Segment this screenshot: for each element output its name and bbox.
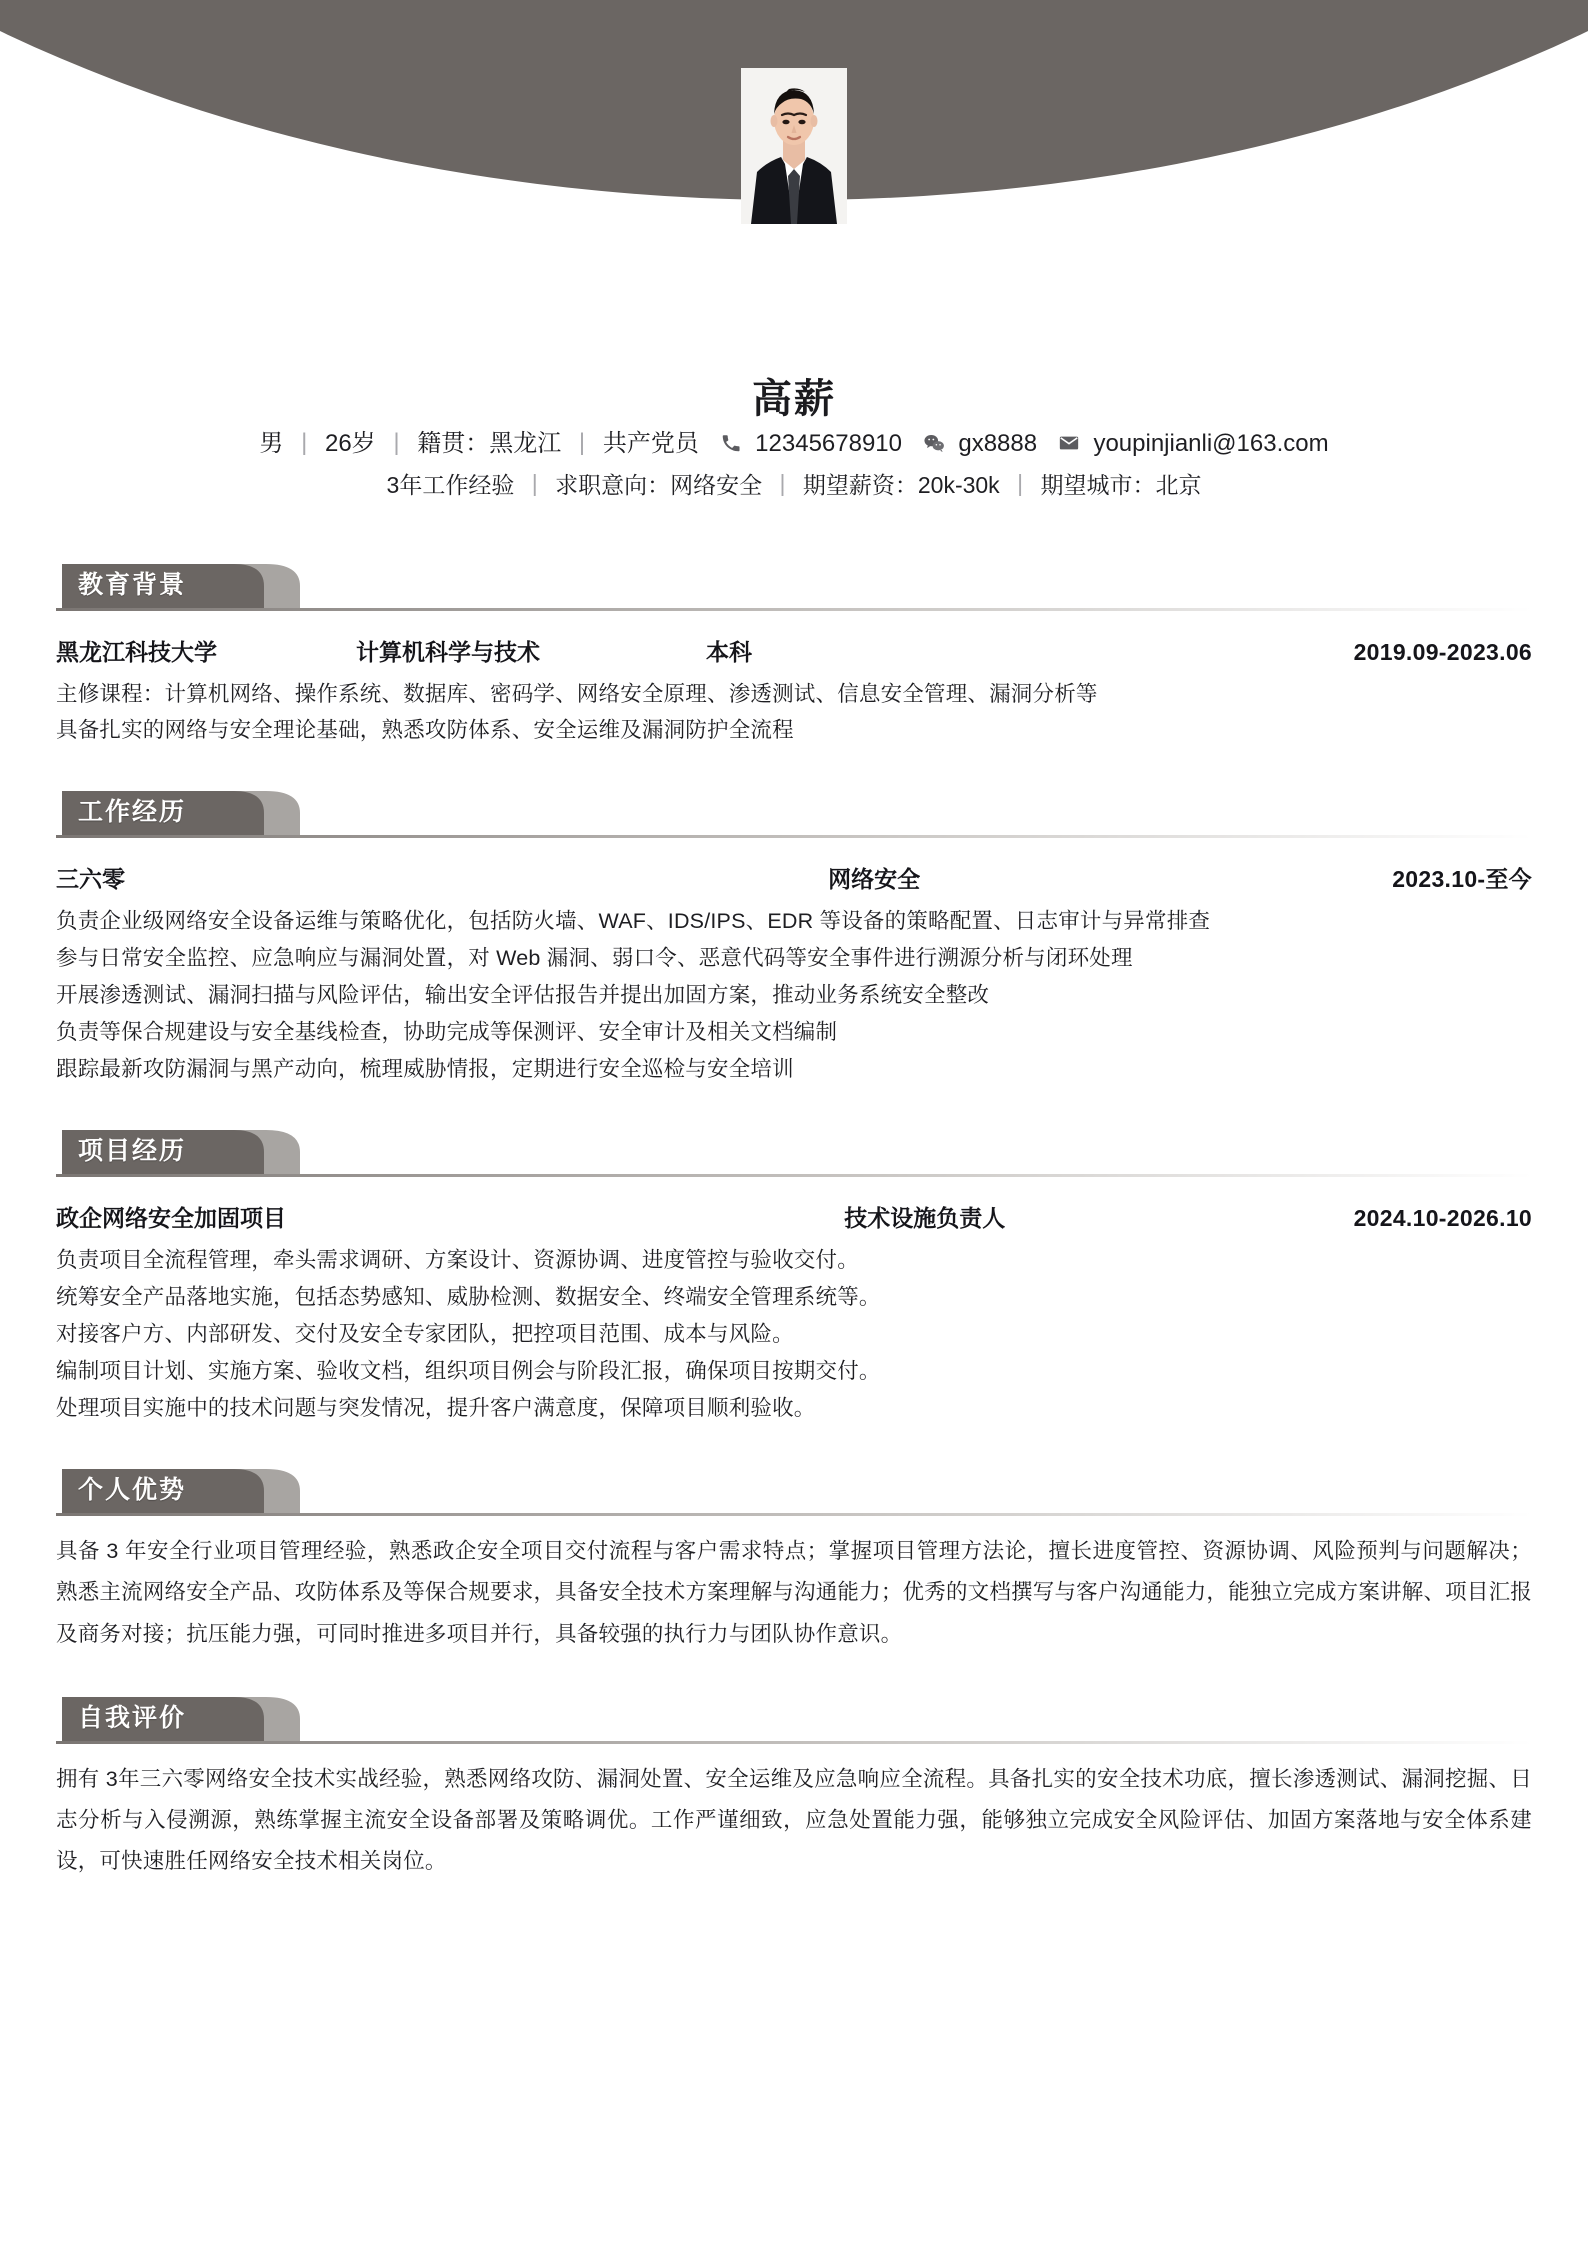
email-text: youpinjianli@163.com bbox=[1093, 430, 1329, 458]
spacer bbox=[0, 1088, 1588, 1128]
section-title-project: 项目经历 bbox=[78, 1137, 187, 1166]
project-entry-header bbox=[56, 1200, 1532, 1233]
ribbon-shape-icon bbox=[56, 1128, 1532, 1180]
advantage-paragraph: 具备 3 年安全行业项目管理经验，熟悉政企安全项目交付流程与客户需求特点；掌握项目管理方法论，擅长进度管控、资源协调、风险预判与问题解决；熟悉主流网络安全产品、攻防体系及等保合规要求，具备安全技术方案理解与沟通能力；优秀的文档撰写与客户沟通能力，能独立完成方案讲解、项目汇报及商务对接；抗压能力强，可同时推进多项目并行，具备较强的执行力与团队协作意识。 bbox=[56, 1539, 1532, 1646]
education-detail-lines bbox=[56, 676, 1532, 750]
section-content-education bbox=[56, 634, 1532, 750]
section-work bbox=[0, 789, 1588, 1088]
wechat-icon bbox=[923, 432, 945, 454]
section-ribbon-project bbox=[56, 1128, 1532, 1180]
list-item: 处理项目实施中的技术问题与突发情况，提升客户满意度，保障项目顺利验收。 bbox=[56, 1396, 816, 1421]
separator: | bbox=[779, 470, 786, 497]
hometown-text: 籍贯：黑龙江 bbox=[417, 430, 562, 458]
project-date: 2024.10-2026.10 bbox=[1353, 1205, 1532, 1232]
list-item: 参与日常安全监控、应急响应与漏洞处置，对 Web 漏洞、弱口令、恶意代码等安全事件进行溯源分析与闭环处理 bbox=[56, 946, 1133, 971]
contact-row-secondary bbox=[0, 465, 1588, 505]
experience-text: 3年工作经验 bbox=[386, 472, 515, 499]
list-item: 统筹安全产品落地实施，包括态势感知、威胁检测、数据安全、终端安全管理系统等。 bbox=[56, 1285, 881, 1310]
self-evaluation-paragraph: 拥有 3年三六零网络安全技术实战经验，熟悉网络攻防、漏洞处置、安全运维及应急响应全流程。具备扎实的安全技术功底，擅长渗透测试、漏洞挖掘、日志分析与入侵溯源，熟练掌握主流安全设备部署及策略调优。工作严谨细致，应急处置能力强，能够独立完成安全风险评估、加固方案落地与安全体系建设，可快速胜任网络安全技术相关岗位。 bbox=[56, 1766, 1532, 1874]
age-text: 26岁 bbox=[324, 430, 376, 458]
ribbon-shape-icon bbox=[56, 1695, 1532, 1747]
avatar bbox=[741, 68, 847, 224]
list-item: 负责等保合规建设与安全基线检查，协助完成等保测评、安全审计及相关文档编制 bbox=[56, 1020, 838, 1045]
portrait-photo-icon bbox=[741, 68, 847, 224]
section-ribbon-advantage bbox=[56, 1467, 1532, 1519]
ribbon-shape-icon bbox=[56, 562, 1532, 614]
phone-text: 12345678910 bbox=[755, 430, 902, 458]
separator: | bbox=[393, 429, 400, 456]
project-name: 政企网络安全加固项目 bbox=[56, 1205, 286, 1232]
company-name: 三六零 bbox=[56, 866, 125, 893]
section-content-work bbox=[56, 861, 1532, 1088]
spacer bbox=[0, 1655, 1588, 1695]
section-advantage bbox=[0, 1467, 1588, 1655]
section-content-project bbox=[56, 1200, 1532, 1427]
section-title-self-evaluation: 自我评价 bbox=[78, 1703, 187, 1732]
work-detail-lines bbox=[56, 903, 1532, 1088]
contact-row-primary bbox=[0, 424, 1588, 465]
project-detail-lines bbox=[56, 1242, 1532, 1427]
email-icon bbox=[1058, 432, 1080, 454]
section-title-education: 教育背景 bbox=[78, 570, 187, 599]
major-name: 计算机科学与技术 bbox=[356, 638, 540, 665]
section-content-advantage bbox=[56, 1531, 1532, 1655]
work-role: 网络安全 bbox=[828, 866, 921, 893]
education-entry-header bbox=[56, 634, 1532, 667]
political-status-text: 共产党员 bbox=[602, 430, 699, 458]
gender-text: 男 bbox=[259, 430, 284, 458]
expected-city-text: 期望城市：北京 bbox=[1040, 472, 1202, 499]
section-content-self-evaluation bbox=[56, 1759, 1532, 1883]
list-item: 具备扎实的网络与安全理论基础，熟悉攻防体系、安全运维及漏洞防护全流程 bbox=[56, 718, 794, 743]
resume-header bbox=[0, 0, 1588, 360]
work-entry-header bbox=[56, 861, 1532, 894]
section-title-advantage: 个人优势 bbox=[78, 1476, 187, 1505]
ribbon-shape-icon bbox=[56, 1467, 1532, 1519]
section-ribbon-self-evaluation bbox=[56, 1695, 1532, 1747]
project-role: 技术设施负责人 bbox=[844, 1205, 1006, 1232]
ribbon-shape-icon bbox=[56, 789, 1532, 841]
separator: | bbox=[578, 429, 586, 456]
expected-salary-text: 期望薪资：20k-30k bbox=[802, 472, 1000, 499]
job-intent-text: 求职意向：网络安全 bbox=[555, 472, 763, 499]
section-self-evaluation bbox=[0, 1695, 1588, 1883]
section-title-work: 工作经历 bbox=[78, 798, 187, 827]
list-item: 开展渗透测试、漏洞扫描与风险评估，输出安全评估报告并提出加固方案，推动业务系统安全整改 bbox=[56, 983, 990, 1008]
school-name: 黑龙江科技大学 bbox=[56, 638, 217, 665]
list-item: 对接客户方、内部研发、交付及安全专家团队，把控项目范围、成本与风险。 bbox=[56, 1322, 794, 1347]
list-item: 负责企业级网络安全设备运维与策略优化，包括防火墙、WAF、IDS/IPS、EDR 等设备的策略配置、日志审计与异常排查 bbox=[56, 909, 1211, 934]
separator: | bbox=[301, 429, 308, 456]
section-ribbon-work bbox=[56, 789, 1532, 841]
spacer bbox=[0, 1427, 1588, 1467]
work-date: 2023.10-至今 bbox=[1392, 866, 1532, 893]
phone-icon bbox=[720, 432, 742, 454]
list-item: 负责项目全流程管理，牵头需求调研、方案设计、资源协调、进度管控与验收交付。 bbox=[56, 1248, 859, 1273]
separator: | bbox=[531, 470, 538, 497]
list-item: 主修课程：计算机网络、操作系统、数据库、密码学、网络安全原理、渗透测试、信息安全管理、漏洞分析等 bbox=[56, 681, 1098, 706]
list-item: 跟踪最新攻防漏洞与黑产动向，梳理威胁情报，定期进行安全巡检与安全培训 bbox=[56, 1057, 794, 1082]
spacer bbox=[0, 506, 1588, 562]
separator: | bbox=[1017, 470, 1024, 497]
section-ribbon-education bbox=[56, 562, 1532, 614]
degree-name: 本科 bbox=[706, 638, 752, 665]
section-project bbox=[0, 1128, 1588, 1427]
wechat-text: gx8888 bbox=[958, 430, 1038, 458]
section-education bbox=[0, 562, 1588, 750]
list-item: 编制项目计划、实施方案、验收文档，组织项目例会与阶段汇报，确保项目按期交付。 bbox=[56, 1359, 881, 1384]
page-title: 高薪 bbox=[752, 377, 836, 421]
education-date: 2019.09-2023.06 bbox=[1353, 638, 1532, 665]
spacer bbox=[0, 749, 1588, 789]
